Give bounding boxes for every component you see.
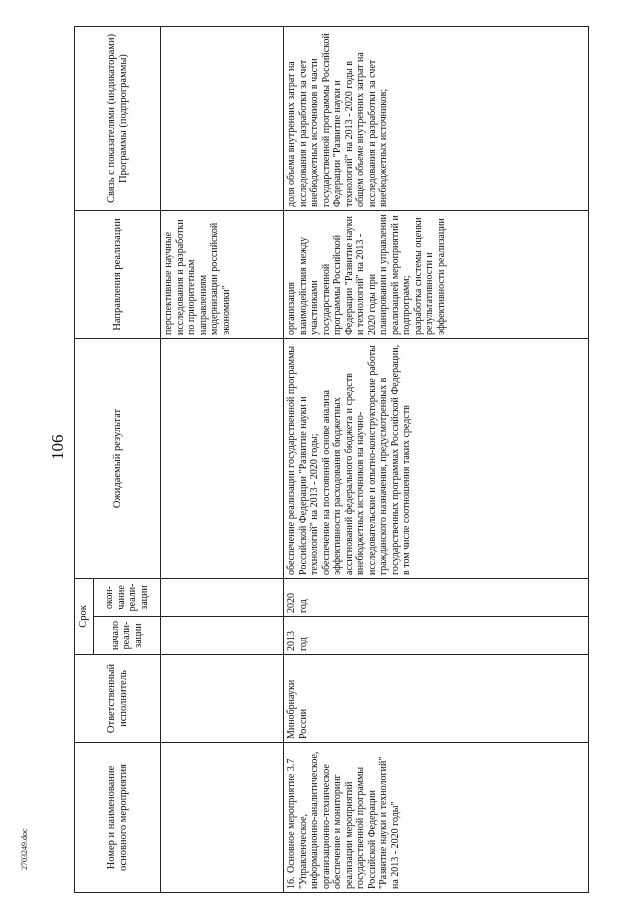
header-executor: Ответственный исполнитель bbox=[75, 655, 161, 743]
table-header-row bbox=[75, 26, 94, 892]
header-result: Ожидаемый результат bbox=[75, 338, 161, 578]
document-code: 2703249.doc bbox=[20, 828, 29, 870]
continuation-directions: перспективные научные исследования и разработки по приоритетным направлениям модернизации российской экономики" bbox=[161, 210, 284, 338]
row-number: 16. bbox=[286, 876, 297, 889]
table-row-continuation bbox=[161, 26, 284, 892]
row-indicators: доля объема внутренних затрат на исследования и разработки за счет внебюджетных источников в части государственной программы Российской Федерации "Развитие науки и технологий" на 2013 - 2020 годы в общем объеме внутренних затрат на исследования и разработки за счет внебюджетных источников; bbox=[284, 26, 589, 210]
row-result: обеспечение реализации государственной программы Российской Федерации "Развитие науки и технологий" на 2013 - 2020 годы; обеспечение на постоянной основе анализа эффективности расходования бюджетных ассигнований федерального бюджета и средств внебюджетных источников на научно-исследовательские и опытно-конструкторские работы гражданского назначения, предусмотренных в государственных программах Российской Федерации, в том числе соотношения таких средств bbox=[284, 338, 589, 578]
header-start: начало реали-зации bbox=[94, 617, 161, 655]
rotated-table-container bbox=[74, 13, 634, 893]
row-executor: Минобрнауки России bbox=[284, 655, 589, 743]
table-row bbox=[284, 26, 589, 892]
row-name: Основное мероприятие 3.7 "Управленческое, информационно-аналитическое, организационно-техническое обеспечение и мониторинг реализации мероприятий государственной программы Российской Федерации "Развитие науки и технологий" на 2013 - 2020 годы" bbox=[286, 751, 401, 889]
row-directions: организация взаимодействия между участниками государственной программы Российской Федерации "Развитие науки и технологий" на 2013 - 2020 годы при планировании и управлении реализацией мероприятий и подпрограмм; разработка системы оценки результативности и эффективности реализации bbox=[284, 210, 589, 338]
header-term: Срок bbox=[75, 578, 94, 654]
header-number-name: Номер и наименование основного мероприятия bbox=[75, 743, 161, 893]
row-end: 2020 год bbox=[284, 578, 589, 616]
header-indicators: Связь с показателями (индикаторами) Программы (подпрограммы) bbox=[75, 26, 161, 210]
row-number-and-name bbox=[284, 743, 589, 893]
row-start: 2013 год bbox=[284, 617, 589, 655]
header-end: окон-чание реали-зации bbox=[94, 578, 161, 616]
measures-table bbox=[74, 26, 589, 893]
page-number: 106 bbox=[48, 434, 67, 460]
header-directions: Направления реализации bbox=[75, 210, 161, 338]
